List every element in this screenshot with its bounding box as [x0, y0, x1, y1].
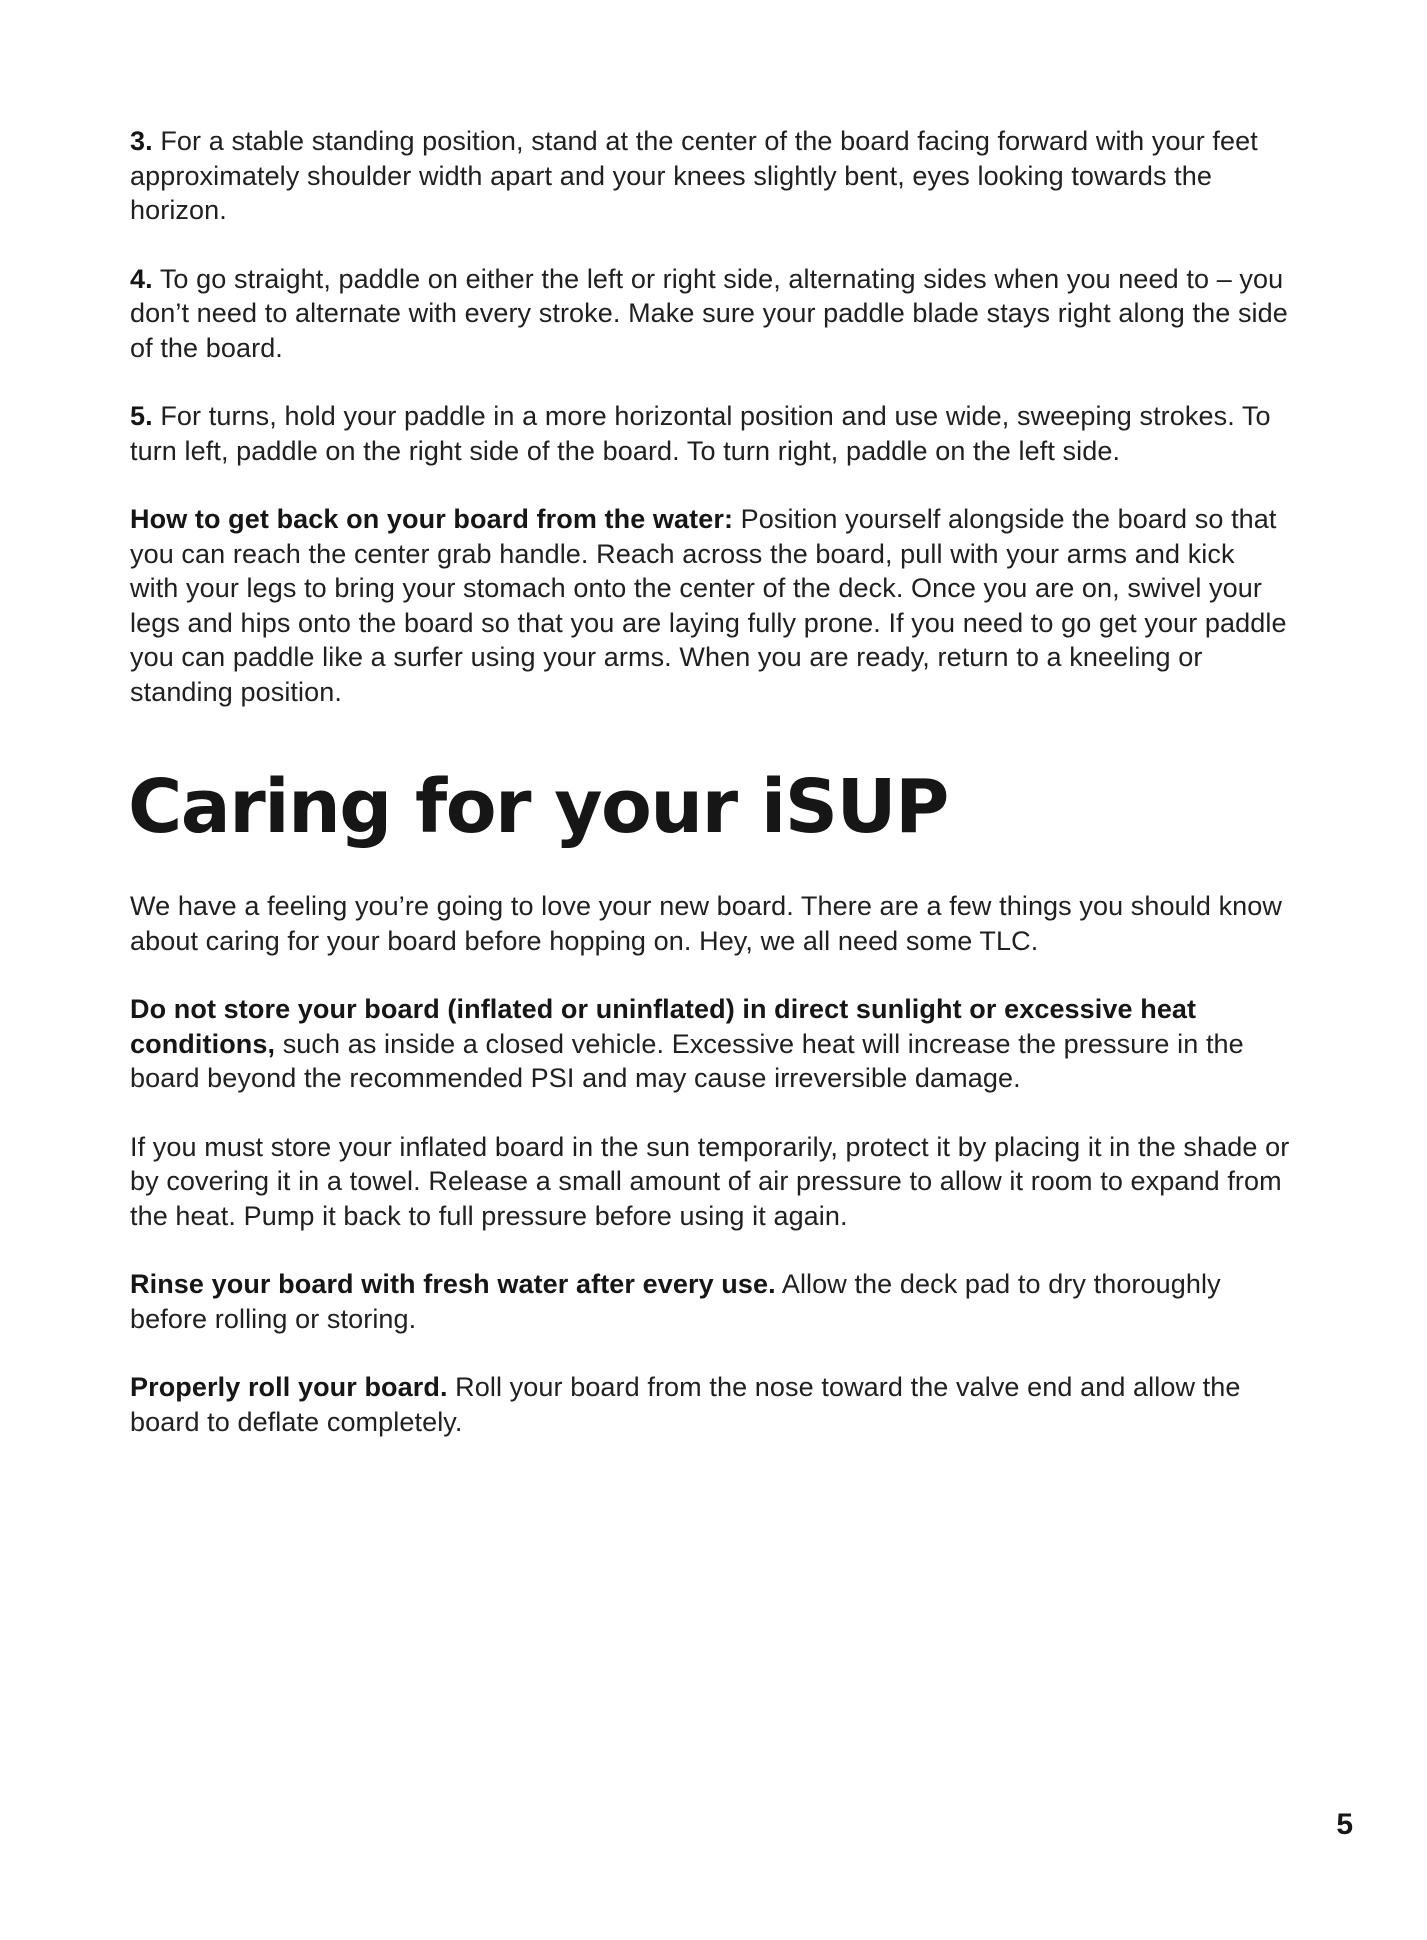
- reboard-paragraph: [130, 502, 1290, 709]
- roll-lead: Properly roll your board.: [130, 1372, 448, 1402]
- step-3-text: For a stable standing position, stand at the center of the board facing forward with your feet approximately shoulder width apart and your knees slightly bent, eyes looking towards the horizon.: [130, 126, 1258, 225]
- step-5-text: For turns, hold your paddle in a more horizontal position and use wide, sweeping strokes. To turn left, paddle on the right side of the board. To turn right, paddle on the left side.: [130, 401, 1271, 466]
- storage-text: such as inside a closed vehicle. Excessive heat will increase the pressure in the board beyond the recommended PSI and may cause irreversible damage.: [130, 1028, 1244, 1093]
- roll-text: Roll your board from the nose toward the valve end and allow the board to deflate completely.: [130, 1372, 1241, 1437]
- storage-lead: Do not store your board (inflated or uninflated) in direct sunlight or excessive heat conditions,: [130, 994, 1197, 1059]
- page-content: [130, 124, 1290, 1473]
- step-3-number: 3.: [130, 126, 153, 156]
- step-3-paragraph: [130, 124, 1290, 228]
- rinse-lead: Rinse your board with fresh water after every use.: [130, 1269, 776, 1299]
- storage-paragraph: [130, 992, 1290, 1096]
- care-intro-paragraph: We have a feeling you’re going to love your new board. There are a few things you should know about caring for your board before hopping on. Hey, we all need some TLC.: [130, 891, 1283, 956]
- sun-paragraph: If you must store your inflated board in the sun temporarily, protect it by placing it in the shade or by covering it in a towel. Release a small amount of air pressure to allow it room to expand from the heat. Pump it back to full pressure before using it again.: [130, 1131, 1290, 1231]
- step-5-paragraph: [130, 399, 1290, 468]
- section-title: Caring for your iSUP: [128, 764, 948, 850]
- step-4-number: 4.: [130, 263, 153, 294]
- step-5-number: 5.: [130, 401, 153, 431]
- step-4-paragraph: [130, 262, 1290, 366]
- reboard-text: Position yourself alongside the board so that you can reach the center grab handle. Reach across the board, pull with your arms and kick with your legs to bring your stomach onto the center of the deck. Once you are on, swivel your legs and hips onto the board so that you are laying fully prone. If you need to go get your paddle you can paddle like a surfer using your arms. When you are ready, return to a kneeling or standing position.: [130, 504, 1287, 707]
- roll-paragraph: [130, 1370, 1290, 1439]
- page-number: 5: [1336, 1808, 1353, 1841]
- rinse-paragraph: [130, 1267, 1290, 1336]
- step-4-text: To go straight, paddle on either the left or right side, alternating sides when you need to – you don’t need to alternate with every stroke. Make sure your paddle blade stays right along the side of the board.: [130, 263, 1288, 363]
- rinse-text: Allow the deck pad to dry thoroughly before rolling or storing.: [130, 1269, 1221, 1334]
- reboard-lead: How to get back on your board from the water:: [130, 504, 734, 534]
